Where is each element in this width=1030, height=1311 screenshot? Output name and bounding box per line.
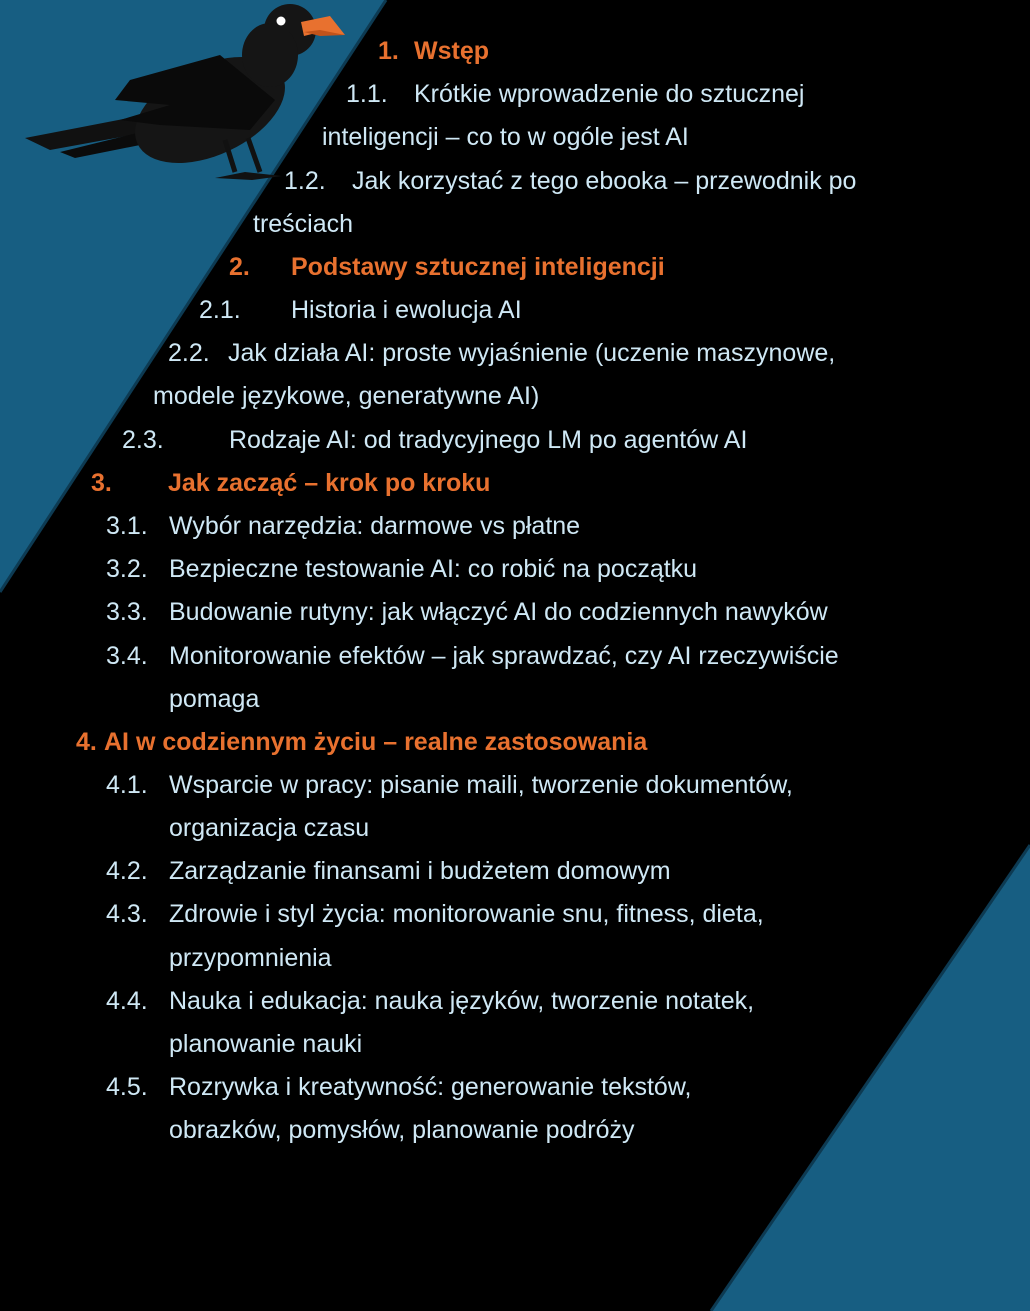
toc-item-1-2-continued: treściach <box>253 210 354 238</box>
item-title: Rozrywka i kreatywność: generowanie tekstów, <box>169 1073 692 1101</box>
toc-item-1-2[interactable] <box>284 166 856 196</box>
toc-item-4-1-continued: organizacja czasu <box>169 814 370 842</box>
item-number: 3.3. <box>106 598 148 626</box>
item-number: 4.5. <box>106 1073 148 1101</box>
item-title: Bezpieczne testowanie AI: co robić na początku <box>169 555 698 583</box>
toc-item-1-1[interactable] <box>346 79 804 109</box>
item-title: Nauka i edukacja: nauka języków, tworzenie notatek, <box>169 987 755 1015</box>
toc-item-2-1[interactable] <box>199 295 522 325</box>
toc-item-4-5-continued: obrazków, pomysłów, planowanie podróży <box>169 1116 635 1144</box>
item-title: Zdrowie i styl życia: monitorowanie snu, fitness, dieta, <box>169 900 764 928</box>
section-title: Podstawy sztucznej inteligencji <box>291 253 665 281</box>
item-number: 2.1. <box>199 296 241 324</box>
item-number: 4.2. <box>106 857 148 885</box>
section-number: 3. <box>91 469 112 497</box>
toc-item-4-4-continued: planowanie nauki <box>169 1030 363 1058</box>
item-title: Historia i ewolucja AI <box>291 296 522 324</box>
toc-item-1-1-continued: inteligencji – co to w ogóle jest AI <box>322 123 689 151</box>
item-number: 3.1. <box>106 512 148 540</box>
section-title: Jak zacząć – krok po kroku <box>168 469 491 497</box>
item-number: 4.3. <box>106 900 148 928</box>
toc-section-2[interactable] <box>229 252 665 282</box>
item-title: Wybór narzędzia: darmowe vs płatne <box>169 512 581 540</box>
item-number: 2.2. <box>168 339 210 367</box>
toc-item-2-3[interactable] <box>122 425 747 455</box>
section-number: 1. <box>378 37 399 65</box>
toc-item-3-3[interactable] <box>106 597 828 627</box>
item-number: 4.4. <box>106 987 148 1015</box>
section-number: 4. <box>76 728 97 756</box>
item-title: Budowanie rutyny: jak włączyć AI do codziennych nawyków <box>169 598 828 626</box>
toc-item-4-1[interactable] <box>106 770 793 800</box>
toc-item-4-3-continued: przypomnienia <box>169 944 332 972</box>
toc-section-3[interactable] <box>91 468 490 498</box>
toc-item-4-4[interactable] <box>106 986 754 1016</box>
item-number: 1.1. <box>346 80 388 108</box>
section-number: 2. <box>229 253 250 281</box>
item-number: 2.3. <box>122 426 164 454</box>
item-number: 1.2. <box>284 167 326 195</box>
toc-item-3-2[interactable] <box>106 554 697 584</box>
item-number: 3.4. <box>106 642 148 670</box>
toc-item-4-2[interactable] <box>106 856 671 886</box>
toc-section-1[interactable] <box>378 36 489 66</box>
toc-item-3-4-continued: pomaga <box>169 685 260 713</box>
item-title: Jak korzystać z tego ebooka – przewodnik po <box>352 167 857 195</box>
item-number: 3.2. <box>106 555 148 583</box>
item-title: Zarządzanie finansami i budżetem domowym <box>169 857 671 885</box>
toc-item-3-4[interactable] <box>106 641 839 671</box>
toc-item-4-3[interactable] <box>106 899 764 929</box>
toc-item-3-1[interactable] <box>106 511 580 541</box>
section-title: Wstęp <box>414 37 489 65</box>
item-title: Wsparcie w pracy: pisanie maili, tworzenie dokumentów, <box>169 771 793 799</box>
item-number: 4.1. <box>106 771 148 799</box>
item-title: Jak działa AI: proste wyjaśnienie (uczenie maszynowe, <box>228 339 836 367</box>
toc-item-4-5[interactable] <box>106 1072 691 1102</box>
toc-item-2-2-continued: modele językowe, generatywne AI) <box>153 382 540 410</box>
item-title: Monitorowanie efektów – jak sprawdzać, czy AI rzeczywiście <box>169 642 839 670</box>
toc-item-2-2[interactable] <box>168 338 835 368</box>
item-title: Rodzaje AI: od tradycyjnego LM po agentów AI <box>229 426 748 454</box>
item-title: Krótkie wprowadzenie do sztucznej <box>414 80 805 108</box>
toc-section-4[interactable] <box>76 727 647 757</box>
section-title: AI w codziennym życiu – realne zastosowania <box>104 728 648 756</box>
